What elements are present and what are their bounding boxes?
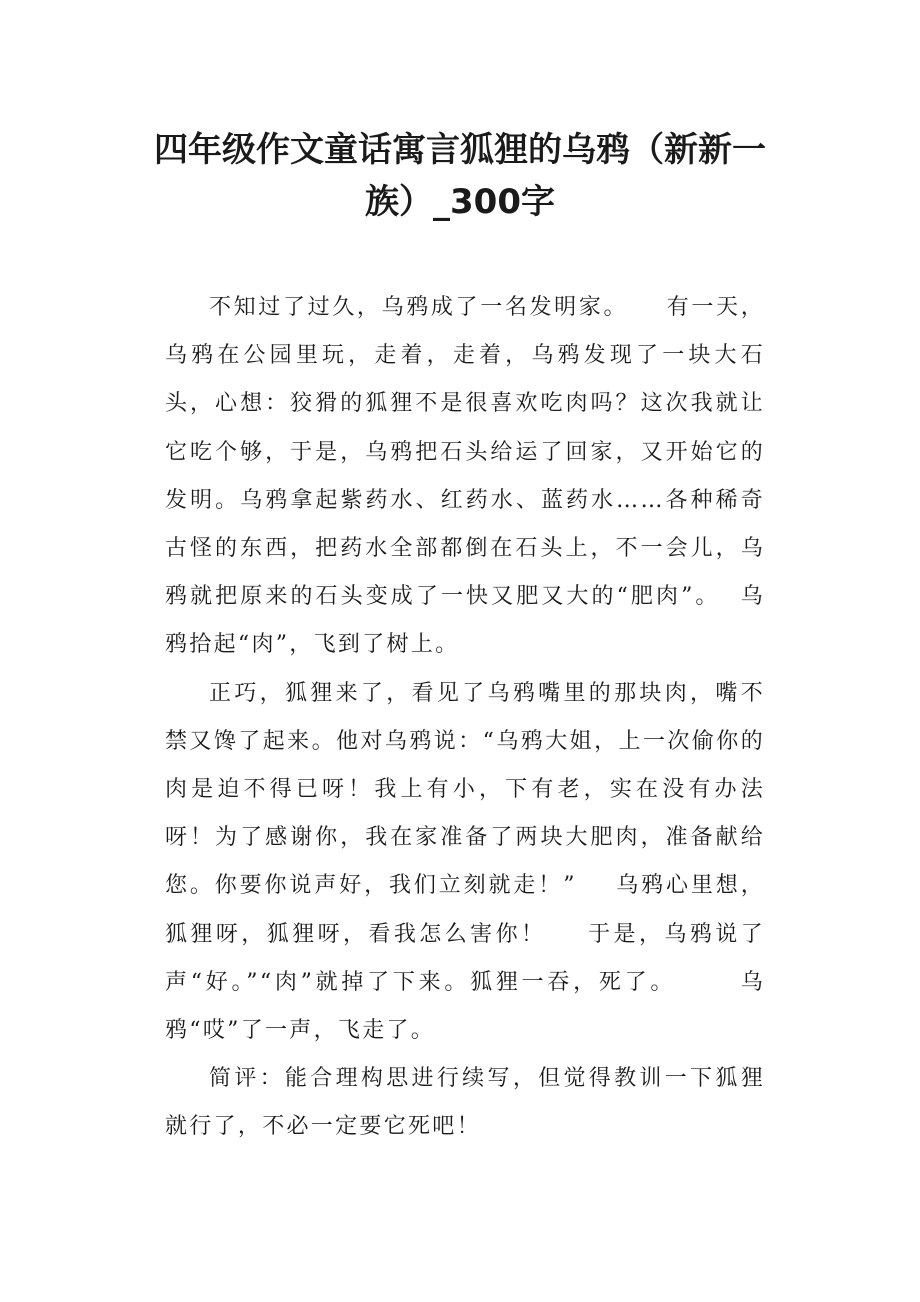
review-paragraph: 简评：能合理构思进行续写，但觉得教训一下狐狸就行了，不必一定要它死吧！: [165, 1066, 765, 1140]
body-paragraph-1: 不知过了过久，乌鸦成了一名发明家。 有一天，乌鸦在公园里玩，走着，走着，乌鸦发现了一块大石头，心想：狡猾的狐狸不是很喜欢吃肉吗？这次我就让它吃个够，于是，乌鸦把石头给运了回家，又开始它的发明。乌鸦拿起紫药水、红药水、蓝药水……各种稀奇古怪的东西，把药水全部都倒在石头上，不一会儿，乌鸦就把原来的石头变成了一快又肥又大的“肥肉”。 乌鸦拾起“肉”，飞到了树上。: [165, 295, 765, 658]
document-body: [165, 284, 765, 1152]
body-paragraph-2: 正巧，狐狸来了，看见了乌鸦嘴里的那块肉，嘴不禁又馋了起来。他对乌鸦说：“乌鸦大姐，上一次偷你的肉是迫不得已呀！我上有小，下有老，实在没有办法呀！为了感谢你，我在家准备了两块大肥肉，准备献给您。你要你说声好，我们立刻就走！” 乌鸦心里想，狐狸呀，狐狸呀，看我怎么害你！ 于是，乌鸦说了声“好。”“肉”就掉了下来。狐狸一吞，死了。 乌鸦“哎”了一声，飞走了。: [165, 680, 765, 1044]
document-title: 四年级作文童话寓言狐狸的乌鸦（新新一族）_300字: [154, 130, 766, 222]
